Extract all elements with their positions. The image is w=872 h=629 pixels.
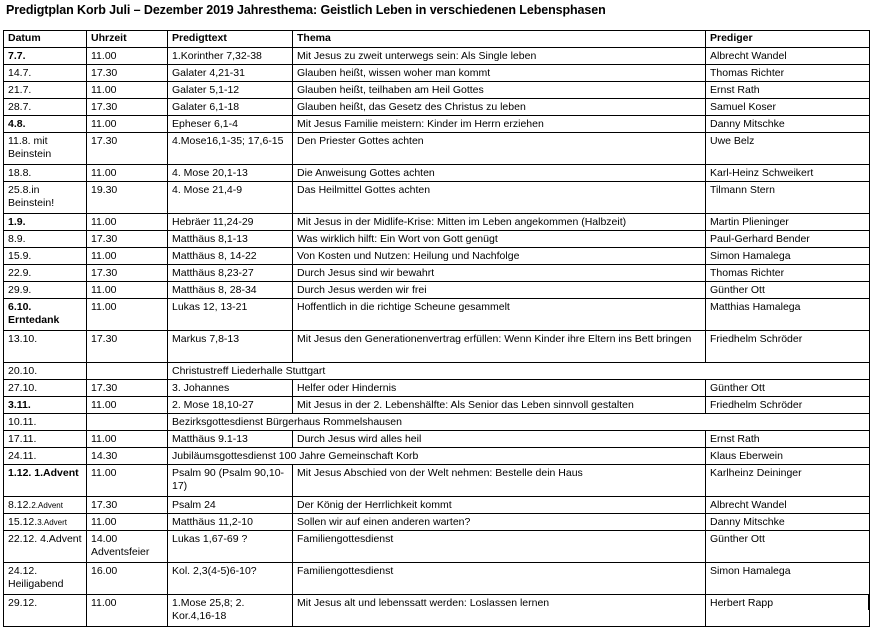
table-row (4, 165, 870, 182)
cell-uhrzeit: 11.00 (87, 248, 168, 265)
cell-thema: Von Kosten und Nutzen: Heilung und Nachfolge (293, 248, 706, 265)
cell-thema: Mit Jesus in der 2. Lebenshälfte: Als Senior das Leben sinnvoll gestalten (293, 397, 706, 414)
cell-prediger: Herbert Rapp (706, 595, 870, 627)
cell-datum: 22.12. 4.Advent (4, 531, 87, 563)
datum-text: 15.12. (8, 516, 38, 528)
cell-prediger: Samuel Koser (706, 99, 870, 116)
cell-predigttext: Matthäus 8,23-27 (168, 265, 293, 282)
cell-thema: Glauben heißt, das Gesetz des Christus zu leben (293, 99, 706, 116)
cell-predigttext: Epheser 6,1-4 (168, 116, 293, 133)
header-thema: Thema (293, 31, 706, 48)
cell-thema: Durch Jesus werden wir frei (293, 282, 706, 299)
table-row (4, 48, 870, 65)
cell-prediger: Günther Ott (706, 531, 870, 563)
table-row (4, 514, 870, 531)
cell-thema: Mit Jesus alt und lebenssatt werden: Loslassen lernen (293, 595, 706, 627)
cell-thema: Mit Jesus Familie meistern: Kinder im Herrn erziehen (293, 116, 706, 133)
cell-prediger: Martin Plieninger (706, 214, 870, 231)
cell-thema: Familiengottesdienst (293, 563, 706, 595)
header-prediger: Prediger (706, 31, 870, 48)
cell-thema: Den Priester Gottes achten (293, 133, 706, 165)
table-row (4, 99, 870, 116)
table-row (4, 82, 870, 99)
cell-thema: Mit Jesus zu zweit unterwegs sein: Als Single leben (293, 48, 706, 65)
table-row (4, 299, 870, 331)
header-datum: Datum (4, 31, 87, 48)
cell-uhrzeit: 14.30 (87, 448, 168, 465)
table-row (4, 182, 870, 214)
cell-uhrzeit (87, 414, 168, 431)
cell-event: Jubiläumsgottesdienst 100 Jahre Gemeinschaft Korb (168, 448, 706, 465)
table-row (4, 414, 870, 431)
cell-predigttext: 4.Mose16,1-35; 17,6-15 (168, 133, 293, 165)
document-title: Predigtplan Korb Juli – Dezember 2019 Jahresthema: Geistlich Leben in verschiedenen Lebensphasen (6, 3, 606, 17)
cell-datum: 29.12. (4, 595, 87, 627)
cell-prediger: Günther Ott (706, 282, 870, 299)
cell-datum: 8.9. (4, 231, 87, 248)
cell-datum: 17.11. (4, 431, 87, 448)
cell-predigttext: Matthäus 8,1-13 (168, 231, 293, 248)
cell-thema: Mit Jesus in der Midlife-Krise: Mitten im Leben angekommen (Halbzeit) (293, 214, 706, 231)
cell-prediger: Ernst Rath (706, 431, 870, 448)
table-row (4, 214, 870, 231)
cell-uhrzeit: 17.30 (87, 497, 168, 514)
cell-thema: Hoffentlich in die richtige Scheune gesammelt (293, 299, 706, 331)
cell-datum: 21.7. (4, 82, 87, 99)
cell-uhrzeit: 11.00 (87, 165, 168, 182)
cell-prediger: Günther Ott (706, 380, 870, 397)
cell-prediger: Simon Hamalega (706, 563, 870, 595)
cell-thema: Sollen wir auf einen anderen warten? (293, 514, 706, 531)
advent-label: 2.Advent (31, 501, 63, 510)
cell-predigttext: 4. Mose 21,4-9 (168, 182, 293, 214)
cell-predigttext: Galater 5,1-12 (168, 82, 293, 99)
cell-predigttext: 4. Mose 20,1-13 (168, 165, 293, 182)
cell-predigttext: 3. Johannes (168, 380, 293, 397)
cell-datum: 29.9. (4, 282, 87, 299)
cell-datum: 1.12. 1.Advent (4, 465, 87, 497)
header-uhrzeit: Uhrzeit (87, 31, 168, 48)
table-row (4, 231, 870, 248)
table-row (4, 65, 870, 82)
table-row (4, 248, 870, 265)
cell-predigttext: Matthäus 8, 28-34 (168, 282, 293, 299)
cell-datum: 7.7. (4, 48, 87, 65)
table-row (4, 265, 870, 282)
table-row (4, 363, 870, 380)
table-row (4, 531, 870, 563)
table-row (4, 116, 870, 133)
cell-prediger: Karl-Heinz Schweikert (706, 165, 870, 182)
cell-thema: Was wirklich hilft: Ein Wort von Gott genügt (293, 231, 706, 248)
cell-thema: Glauben heißt, teilhaben am Heil Gottes (293, 82, 706, 99)
cell-uhrzeit: 17.30 (87, 65, 168, 82)
cell-uhrzeit: 19.30 (87, 182, 168, 214)
cell-prediger: Klaus Eberwein (706, 448, 870, 465)
table-row (4, 331, 870, 363)
cell-datum: 20.10. (4, 363, 87, 380)
cell-thema: Das Heilmittel Gottes achten (293, 182, 706, 214)
cell-predigttext: Matthäus 8, 14-22 (168, 248, 293, 265)
cell-uhrzeit: 11.00 (87, 282, 168, 299)
cell-datum: 6.10. Erntedank (4, 299, 87, 331)
table-row (4, 133, 870, 165)
cell-uhrzeit: 17.30 (87, 331, 168, 363)
cell-predigttext: Psalm 24 (168, 497, 293, 514)
cell-datum: 27.10. (4, 380, 87, 397)
cell-datum: 24.11. (4, 448, 87, 465)
cell-datum: 28.7. (4, 99, 87, 116)
cell-prediger: Thomas Richter (706, 265, 870, 282)
cell-thema: Der König der Herrlichkeit kommt (293, 497, 706, 514)
cell-predigttext: Markus 7,8-13 (168, 331, 293, 363)
cell-datum: 3.11. (4, 397, 87, 414)
table-row (4, 465, 870, 497)
cell-prediger: Matthias Hamalega (706, 299, 870, 331)
cell-prediger: Ernst Rath (706, 82, 870, 99)
sermon-plan-table (3, 30, 870, 627)
cell-predigttext: Kol. 2,3(4-5)6-10? (168, 563, 293, 595)
cell-predigttext: 1.Mose 25,8; 2. Kor.4,16-18 (168, 595, 293, 627)
cell-uhrzeit: 11.00 (87, 214, 168, 231)
cell-uhrzeit: 11.00 (87, 48, 168, 65)
cell-predigttext: Galater 4,21-31 (168, 65, 293, 82)
table-row (4, 595, 870, 627)
cell-uhrzeit: 11.00 (87, 595, 168, 627)
cell-datum: 1.9. (4, 214, 87, 231)
cell-prediger: Tilmann Stern (706, 182, 870, 214)
cell-predigttext: Matthäus 11,2-10 (168, 514, 293, 531)
cell-prediger: Thomas Richter (706, 65, 870, 82)
cell-predigttext: Galater 6,1-18 (168, 99, 293, 116)
cell-thema: Helfer oder Hindernis (293, 380, 706, 397)
cell-uhrzeit: 11.00 (87, 431, 168, 448)
cell-prediger: Karlheinz Deininger (706, 465, 870, 497)
table-row (4, 397, 870, 414)
cell-uhrzeit: 17.30 (87, 265, 168, 282)
cell-event: Bezirksgottesdienst Bürgerhaus Rommelshausen (168, 414, 870, 431)
cell-thema: Glauben heißt, wissen woher man kommt (293, 65, 706, 82)
datum-text: 8.12. (8, 499, 32, 511)
cell-uhrzeit: 11.00 (87, 299, 168, 331)
table-row (4, 380, 870, 397)
cell-uhrzeit: 11.00 (87, 397, 168, 414)
cell-event: Christustreff Liederhalle Stuttgart (168, 363, 870, 380)
cell-datum: 10.11. (4, 414, 87, 431)
cell-thema: Durch Jesus wird alles heil (293, 431, 706, 448)
text-cursor (868, 594, 869, 610)
cell-uhrzeit: 14.00 Adventsfeier (87, 531, 168, 563)
cell-datum: 14.7. (4, 65, 87, 82)
cell-uhrzeit: 11.00 (87, 116, 168, 133)
cell-thema: Durch Jesus sind wir bewahrt (293, 265, 706, 282)
cell-uhrzeit: 11.00 (87, 82, 168, 99)
cell-datum: 22.9. (4, 265, 87, 282)
cell-uhrzeit: 11.00 (87, 465, 168, 497)
cell-thema: Die Anweisung Gottes achten (293, 165, 706, 182)
cell-datum: 13.10. (4, 331, 87, 363)
cell-predigttext: Hebräer 11,24-29 (168, 214, 293, 231)
table-row (4, 563, 870, 595)
cell-prediger: Danny Mitschke (706, 116, 870, 133)
table-row (4, 431, 870, 448)
cell-prediger: Albrecht Wandel (706, 48, 870, 65)
cell-uhrzeit (87, 363, 168, 380)
cell-datum: 15.9. (4, 248, 87, 265)
cell-thema: Mit Jesus Abschied von der Welt nehmen: Bestelle dein Haus (293, 465, 706, 497)
table-row (4, 497, 870, 514)
cell-predigttext: 2. Mose 18,10-27 (168, 397, 293, 414)
cell-datum: 25.8.in Beinstein! (4, 182, 87, 214)
header-predigttext: Predigttext (168, 31, 293, 48)
cell-uhrzeit: 16.00 (87, 563, 168, 595)
cell-uhrzeit: 17.30 (87, 231, 168, 248)
cell-prediger: Paul-Gerhard Bender (706, 231, 870, 248)
cell-predigttext: Psalm 90 (Psalm 90,10-17) (168, 465, 293, 497)
table-row (4, 448, 870, 465)
cell-datum: 18.8. (4, 165, 87, 182)
cell-datum: 4.8. (4, 116, 87, 133)
cell-uhrzeit: 11.00 (87, 514, 168, 531)
cell-predigttext: 1.Korinther 7,32-38 (168, 48, 293, 65)
cell-uhrzeit: 17.30 (87, 380, 168, 397)
cell-uhrzeit: 17.30 (87, 133, 168, 165)
cell-predigttext: Matthäus 9.1-13 (168, 431, 293, 448)
cell-prediger: Albrecht Wandel (706, 497, 870, 514)
cell-prediger: Danny Mitschke (706, 514, 870, 531)
cell-prediger: Friedhelm Schröder (706, 331, 870, 363)
header-row (4, 31, 870, 48)
cell-datum: 24.12. Heiligabend (4, 563, 87, 595)
cell-prediger: Simon Hamalega (706, 248, 870, 265)
cell-thema: Familiengottesdienst (293, 531, 706, 563)
cell-datum (4, 497, 87, 514)
cell-prediger: Friedhelm Schröder (706, 397, 870, 414)
cell-uhrzeit: 17.30 (87, 99, 168, 116)
table-body (4, 48, 870, 627)
table-row (4, 282, 870, 299)
cell-prediger: Uwe Belz (706, 133, 870, 165)
advent-label: 3.Advert (37, 518, 67, 527)
cell-predigttext: Lukas 12, 13-21 (168, 299, 293, 331)
cell-predigttext: Lukas 1,67-69 ? (168, 531, 293, 563)
cell-datum (4, 514, 87, 531)
cell-datum: 11.8. mit Beinstein (4, 133, 87, 165)
cell-thema: Mit Jesus den Generationenvertrag erfüllen: Wenn Kinder ihre Eltern ins Bett bringen (293, 331, 706, 363)
